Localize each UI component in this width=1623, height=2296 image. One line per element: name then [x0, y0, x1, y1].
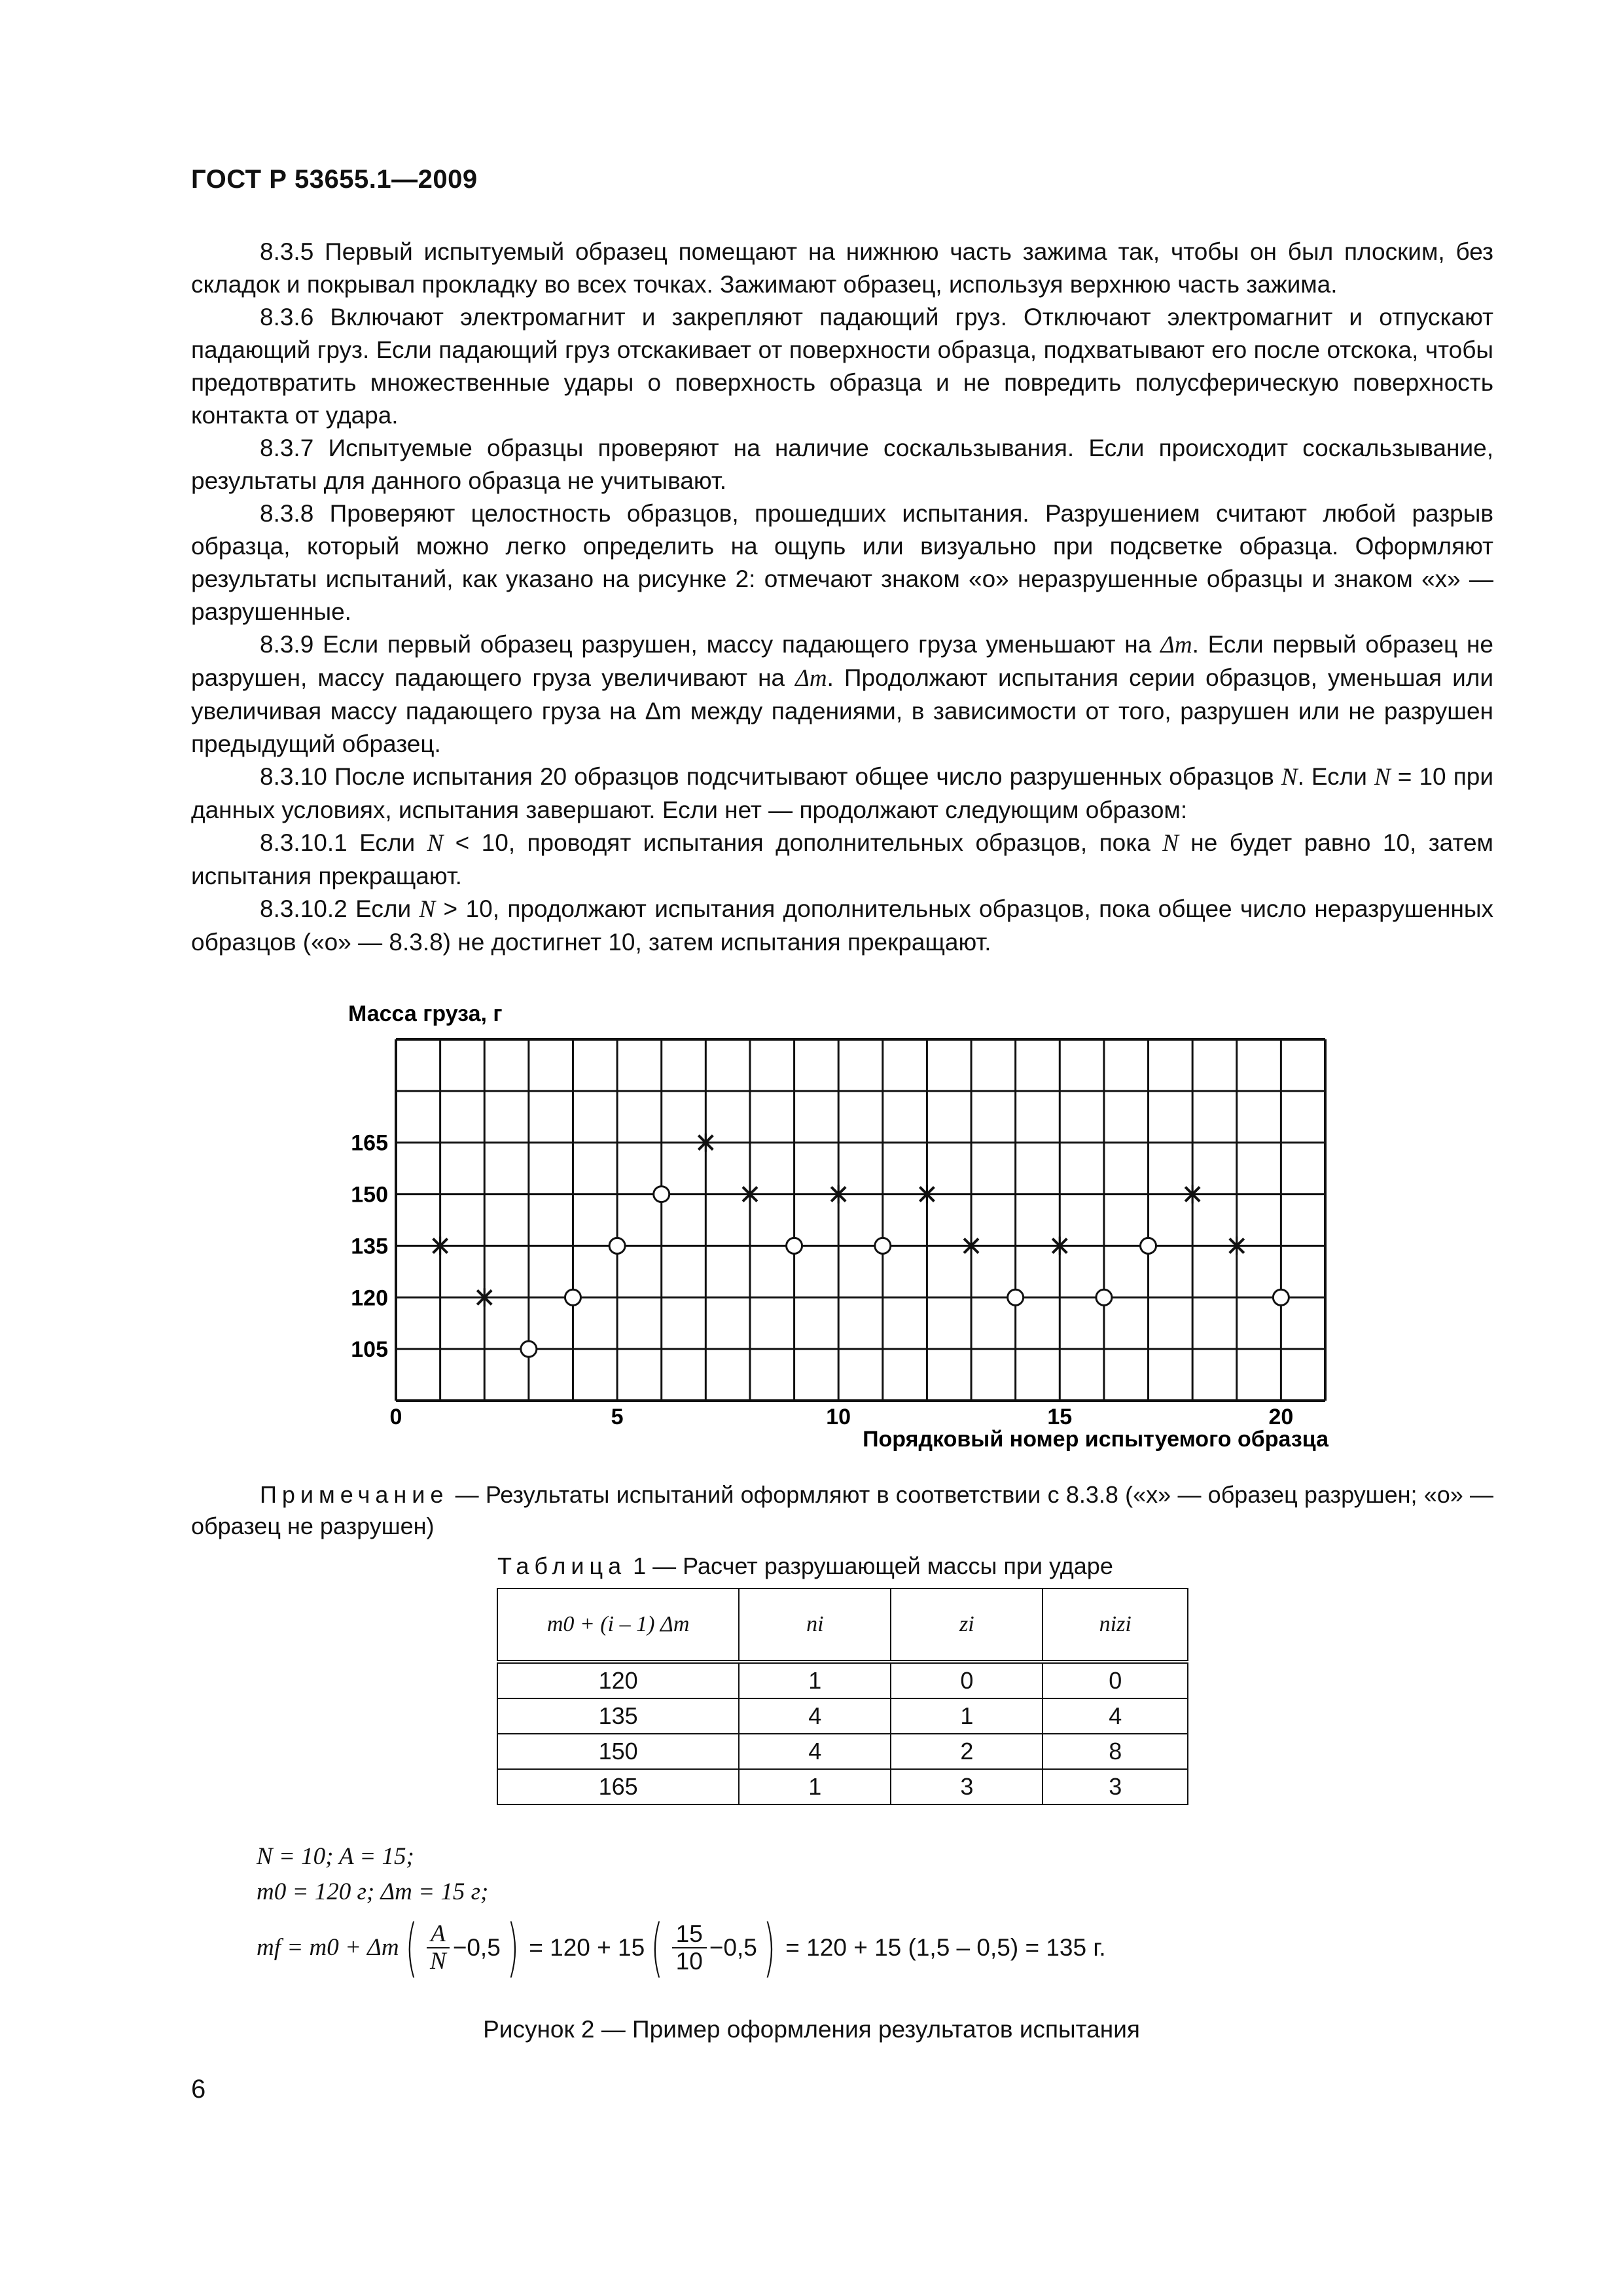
x-axis-label: Порядковый номер испытуемого образца	[863, 1427, 1329, 1452]
figure-caption: Рисунок 2 — Пример оформления результатов испытания	[483, 2016, 1140, 2043]
not-destroyed-point	[1008, 1289, 1024, 1305]
y-tick-label: 105	[351, 1337, 388, 1363]
paren-open: (	[404, 1911, 418, 1984]
formula-minus-2: −0,5	[709, 1934, 757, 1961]
paragraph-8-3-9: 8.3.9 Если первый образец разрушен, массу падающего груза уменьшают на Δm. Если первый образец не разрушен, массу падающего груза увеличивают на Δm. Продолжают испытания серии образцов, уменьшая или увеличивая массу падающего груза на Δm между падениями, в зависимости от того, разрушен или не разрушен предыдущий образец.	[191, 631, 1493, 757]
table-row	[497, 1734, 1188, 1769]
table-row	[497, 1662, 1188, 1698]
y-tick-label: 165	[351, 1130, 388, 1156]
header-nizi: nizi	[1043, 1588, 1188, 1662]
x-tick-label: 5	[611, 1405, 624, 1429]
document-header: ГОСТ Р 53655.1—2009	[191, 165, 478, 194]
table-caption-label: Таблица	[497, 1552, 627, 1579]
paren-open-2: (	[651, 1911, 664, 1984]
fraction-15-10: $\frac{15}{10}$	[672, 1921, 707, 1975]
table-cell: 0	[891, 1662, 1043, 1698]
table-cell: 1	[739, 1769, 891, 1804]
x-tick-label: 0	[389, 1405, 402, 1429]
table-cell: 1	[891, 1698, 1043, 1734]
y-tick-label: 150	[351, 1182, 388, 1208]
header-mass-step: m0 + (i – 1) Δm	[497, 1588, 739, 1662]
table-caption	[497, 1552, 1113, 1580]
y-axis-label: Масса груза, г	[348, 1001, 503, 1026]
x-tick-label: 20	[1268, 1405, 1294, 1429]
table-cell: 1	[739, 1662, 891, 1698]
not-destroyed-point	[609, 1238, 625, 1253]
table-cell: 135	[497, 1698, 739, 1734]
table-row	[497, 1769, 1188, 1804]
body-text	[191, 236, 1493, 959]
table-cell: 4	[1043, 1698, 1188, 1734]
formula-line-1: N = 10; A = 15;	[257, 1843, 414, 1870]
table-cell: 165	[497, 1769, 739, 1804]
paragraph-8-3-10: 8.3.10 После испытания 20 образцов подсчитывают общее число разрушенных образцов N. Если N = 10 при данных условиях, испытания завершают. Если нет — продолжают следующим образом:	[191, 763, 1493, 823]
paragraph-8-3-6: 8.3.6 Включают электромагнит и закрепляют падающий груз. Отключают электромагнит и отпускают падающий груз. Если падающий груз отскакивает от поверхности образца, подхватывают его после отскока, чтобы предотвратить множественные удары о поверхность образца и не повредить полусферическую поверхность контакта от удара.	[191, 304, 1493, 429]
x-tick-label: 15	[1047, 1405, 1073, 1429]
results-chart	[314, 995, 1361, 1456]
header-ni: ni	[739, 1588, 891, 1662]
paren-close-2: )	[763, 1911, 776, 1984]
table-header-row	[497, 1588, 1188, 1662]
not-destroyed-point	[1273, 1289, 1289, 1305]
formula-line-3	[257, 1911, 1106, 1984]
table-cell: 3	[1043, 1769, 1188, 1804]
table-cell: 4	[739, 1698, 891, 1734]
figure-note	[191, 1479, 1493, 1542]
table-cell: 4	[739, 1734, 891, 1769]
not-destroyed-point	[565, 1289, 580, 1305]
not-destroyed-point	[875, 1238, 891, 1253]
paren-close: )	[507, 1911, 519, 1984]
paragraph-8-3-8: 8.3.8 Проверяют целостность образцов, прошедших испытания. Разрушением считают любой разрыв образца, который можно легко определить на ощупь или визуально при подсветке образца. Оформляют результаты испытаний, как указано на рисунке 2: отмечают знаком «о» неразрушенные образцы и знаком «х» — разрушенные.	[191, 500, 1493, 625]
not-destroyed-point	[787, 1238, 802, 1253]
table-caption-text: 1 — Расчет разрушающей массы при ударе	[626, 1552, 1113, 1579]
not-destroyed-point	[521, 1341, 537, 1357]
paragraph-8-3-5: 8.3.5 Первый испытуемый образец помещают на нижнюю часть зажима так, чтобы он был плоским, без складок и покрывал прокладку во всех точках. Зажимают образец, используя верхнюю часть зажима.	[191, 238, 1493, 298]
chart-ticks	[351, 1131, 1293, 1429]
formula-line-2: m0 = 120 г; Δm = 15 г;	[257, 1878, 489, 1905]
not-destroyed-point	[1141, 1238, 1156, 1253]
table-cell: 2	[891, 1734, 1043, 1769]
table-cell: 120	[497, 1662, 739, 1698]
results-chart-svg	[314, 995, 1361, 1453]
formula-minus-1: −0,5	[452, 1934, 501, 1961]
formula-eq-2: = 120 + 15 (1,5 – 0,5) = 135 г.	[785, 1934, 1106, 1961]
not-destroyed-point	[1096, 1289, 1112, 1305]
calculation-table	[497, 1588, 1188, 1805]
table-cell: 150	[497, 1734, 739, 1769]
calculation-formula	[257, 1839, 1106, 1984]
header-zi: zi	[891, 1588, 1043, 1662]
y-tick-label: 135	[351, 1234, 388, 1259]
note-text: — Результаты испытаний оформляют в соответствии с 8.3.8 («х» — образец разрушен; «о» — образец не разрушен)	[191, 1481, 1493, 1539]
paragraph-8-3-10-1: 8.3.10.1 Если N < 10, проводят испытания дополнительных образцов, пока N не будет равно 10, затем испытания прекращают.	[191, 829, 1493, 889]
formula-eq-1: = 120 + 15	[529, 1934, 645, 1961]
table-cell: 0	[1043, 1662, 1188, 1698]
formula-lhs: mf = m0 + Δm	[257, 1934, 399, 1961]
table-row	[497, 1698, 1188, 1734]
y-tick-label: 120	[351, 1285, 388, 1311]
table-cell: 3	[891, 1769, 1043, 1804]
paragraph-8-3-7: 8.3.7 Испытуемые образцы проверяют на наличие соскальзывания. Если происходит соскальзывание, результаты для данного образца не учитывают.	[191, 435, 1493, 494]
table-cell: 8	[1043, 1734, 1188, 1769]
note-label: Примечание	[260, 1481, 449, 1508]
fraction-a-n: $\frac{A}{N}$	[426, 1921, 450, 1975]
paragraph-8-3-10-2: 8.3.10.2 Если N > 10, продолжают испытания дополнительных образцов, пока общее число неразрушенных образцов («о» — 8.3.8) не достигнет 10, затем испытания прекращают.	[191, 895, 1493, 956]
page-number: 6	[191, 2075, 206, 2104]
x-tick-label: 10	[826, 1405, 851, 1429]
not-destroyed-point	[654, 1187, 669, 1202]
